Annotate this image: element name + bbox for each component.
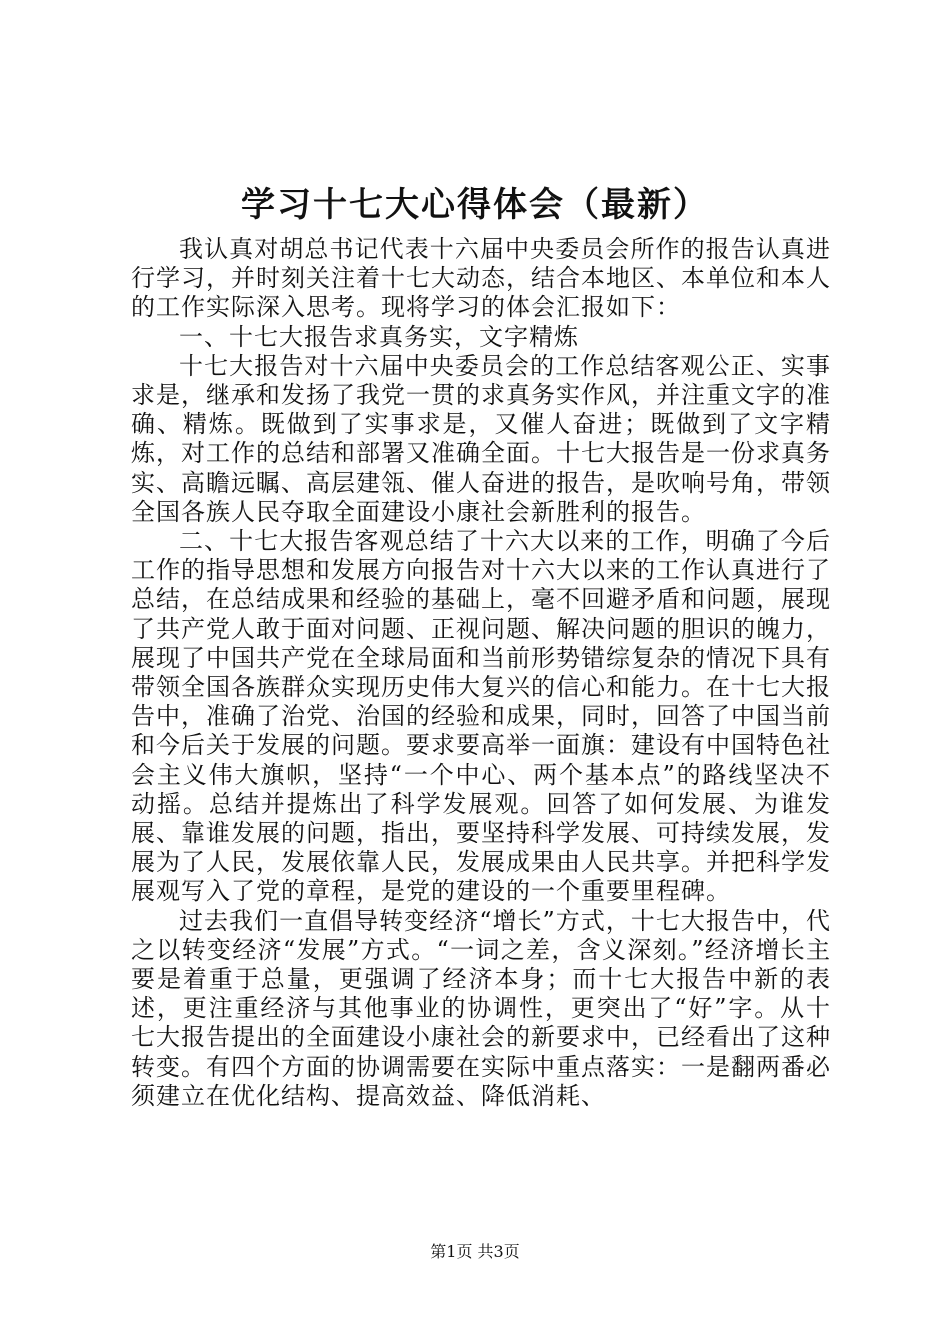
page-footer <box>0 1240 950 1264</box>
page-number-indicator: 第1页 共3页 <box>430 1242 520 1261</box>
paragraph-intro: 我认真对胡总书记代表十六届中央委员会所作的报告认真进行学习，并时刻关注着十七大动态，结合本地区、本单位和本人的工作实际深入思考。现将学习的体会汇报如下： <box>131 235 831 322</box>
document-body <box>131 235 831 1111</box>
document-title: 学习十七大心得体会（最新） <box>241 185 709 225</box>
paragraph-growth-mode: 过去我们一直倡导转变经济“增长”方式，十七大报告中，代之以转变经济“发展”方式。“一词之差，含义深刻。”经济增长主要是着重于总量，更强调了经济本身；而十七大报告中新的表述，更注重经济与其他事业的协调性，更突出了“好”字。从十七大报告提出的全面建设小康社会的新要求中，已经看出了这种转变。有四个方面的协调需要在实际中重点落实：一是翻两番必须建立在优化结构、提高效益、降低消耗、 <box>131 906 831 1110</box>
paragraph-section-1: 十七大报告对十六届中央委员会的工作总结客观公正、实事求是，继承和发扬了我党一贯的求真务实作风，并注重文字的准确、精炼。既做到了实事求是，又催人奋进；既做到了文字精炼，对工作的总结和部署又准确全面。十七大报告是一份求真务实、高瞻远瞩、高层建瓴、催人奋进的报告，是吹响号角，带领全国各族人民夺取全面建设小康社会新胜利的报告。 <box>131 351 831 526</box>
section-heading-1: 一、十七大报告求真务实，文字精炼 <box>179 322 579 351</box>
paragraph-section-2: 二、十七大报告客观总结了十六大以来的工作，明确了今后工作的指导思想和发展方向报告对十六大以来的工作认真进行了总结，在总结成果和经验的基础上，毫不回避矛盾和问题，展现了共产党人敢于面对问题、正视问题、解决问题的胆识的魄力，展现了中国共产党在全球局面和当前形势错综复杂的情况下具有带领全国各族群众实现历史伟大复兴的信心和能力。在十七大报告中，准确了治党、治国的经验和成果，同时，回答了中国当前和今后关于发展的问题。要求要高举一面旗：建设有中国特色社会主义伟大旗帜，坚持“一个中心、两个基本点”的路线坚决不动摇。总结并提炼出了科学发展观。回答了如何发展、为谁发展、靠谁发展的问题，指出，要坚持科学发展、可持续发展，发展为了人民，发展依靠人民，发展成果由人民共享。并把科学发展观写入了党的章程，是党的建设的一个重要里程碑。 <box>131 527 831 906</box>
